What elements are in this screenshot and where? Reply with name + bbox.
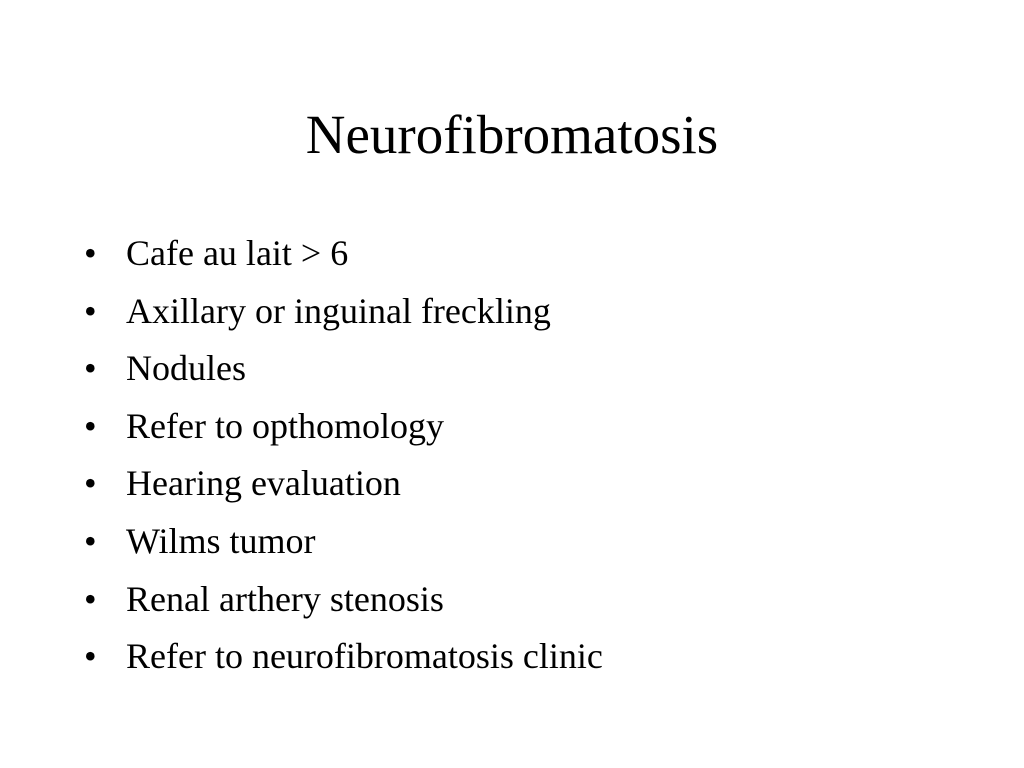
bullet-text: Refer to neurofibromatosis clinic [126, 636, 603, 677]
bullet-icon: • [84, 233, 97, 273]
bullet-text: Cafe au lait > 6 [126, 233, 349, 273]
bullet-text: Renal arthery stenosis [126, 578, 444, 619]
bullet-icon: • [84, 463, 97, 504]
bullet-icon: • [84, 578, 97, 619]
bullet-icon: • [84, 520, 97, 561]
slide-title: Neurofibromatosis [305, 104, 719, 165]
bullet-text: Hearing evaluation [126, 463, 401, 504]
bullet-text: Axillary or inguinal freckling [126, 290, 551, 331]
bullet-icon: • [84, 348, 97, 389]
bullet-icon: • [84, 405, 97, 446]
bullet-icon: • [84, 290, 97, 331]
bullet-text: Refer to opthomology [126, 405, 444, 446]
bullet-icon: • [84, 636, 97, 677]
bullet-text: Wilms tumor [126, 520, 316, 561]
bullet-text: Nodules [126, 348, 246, 389]
